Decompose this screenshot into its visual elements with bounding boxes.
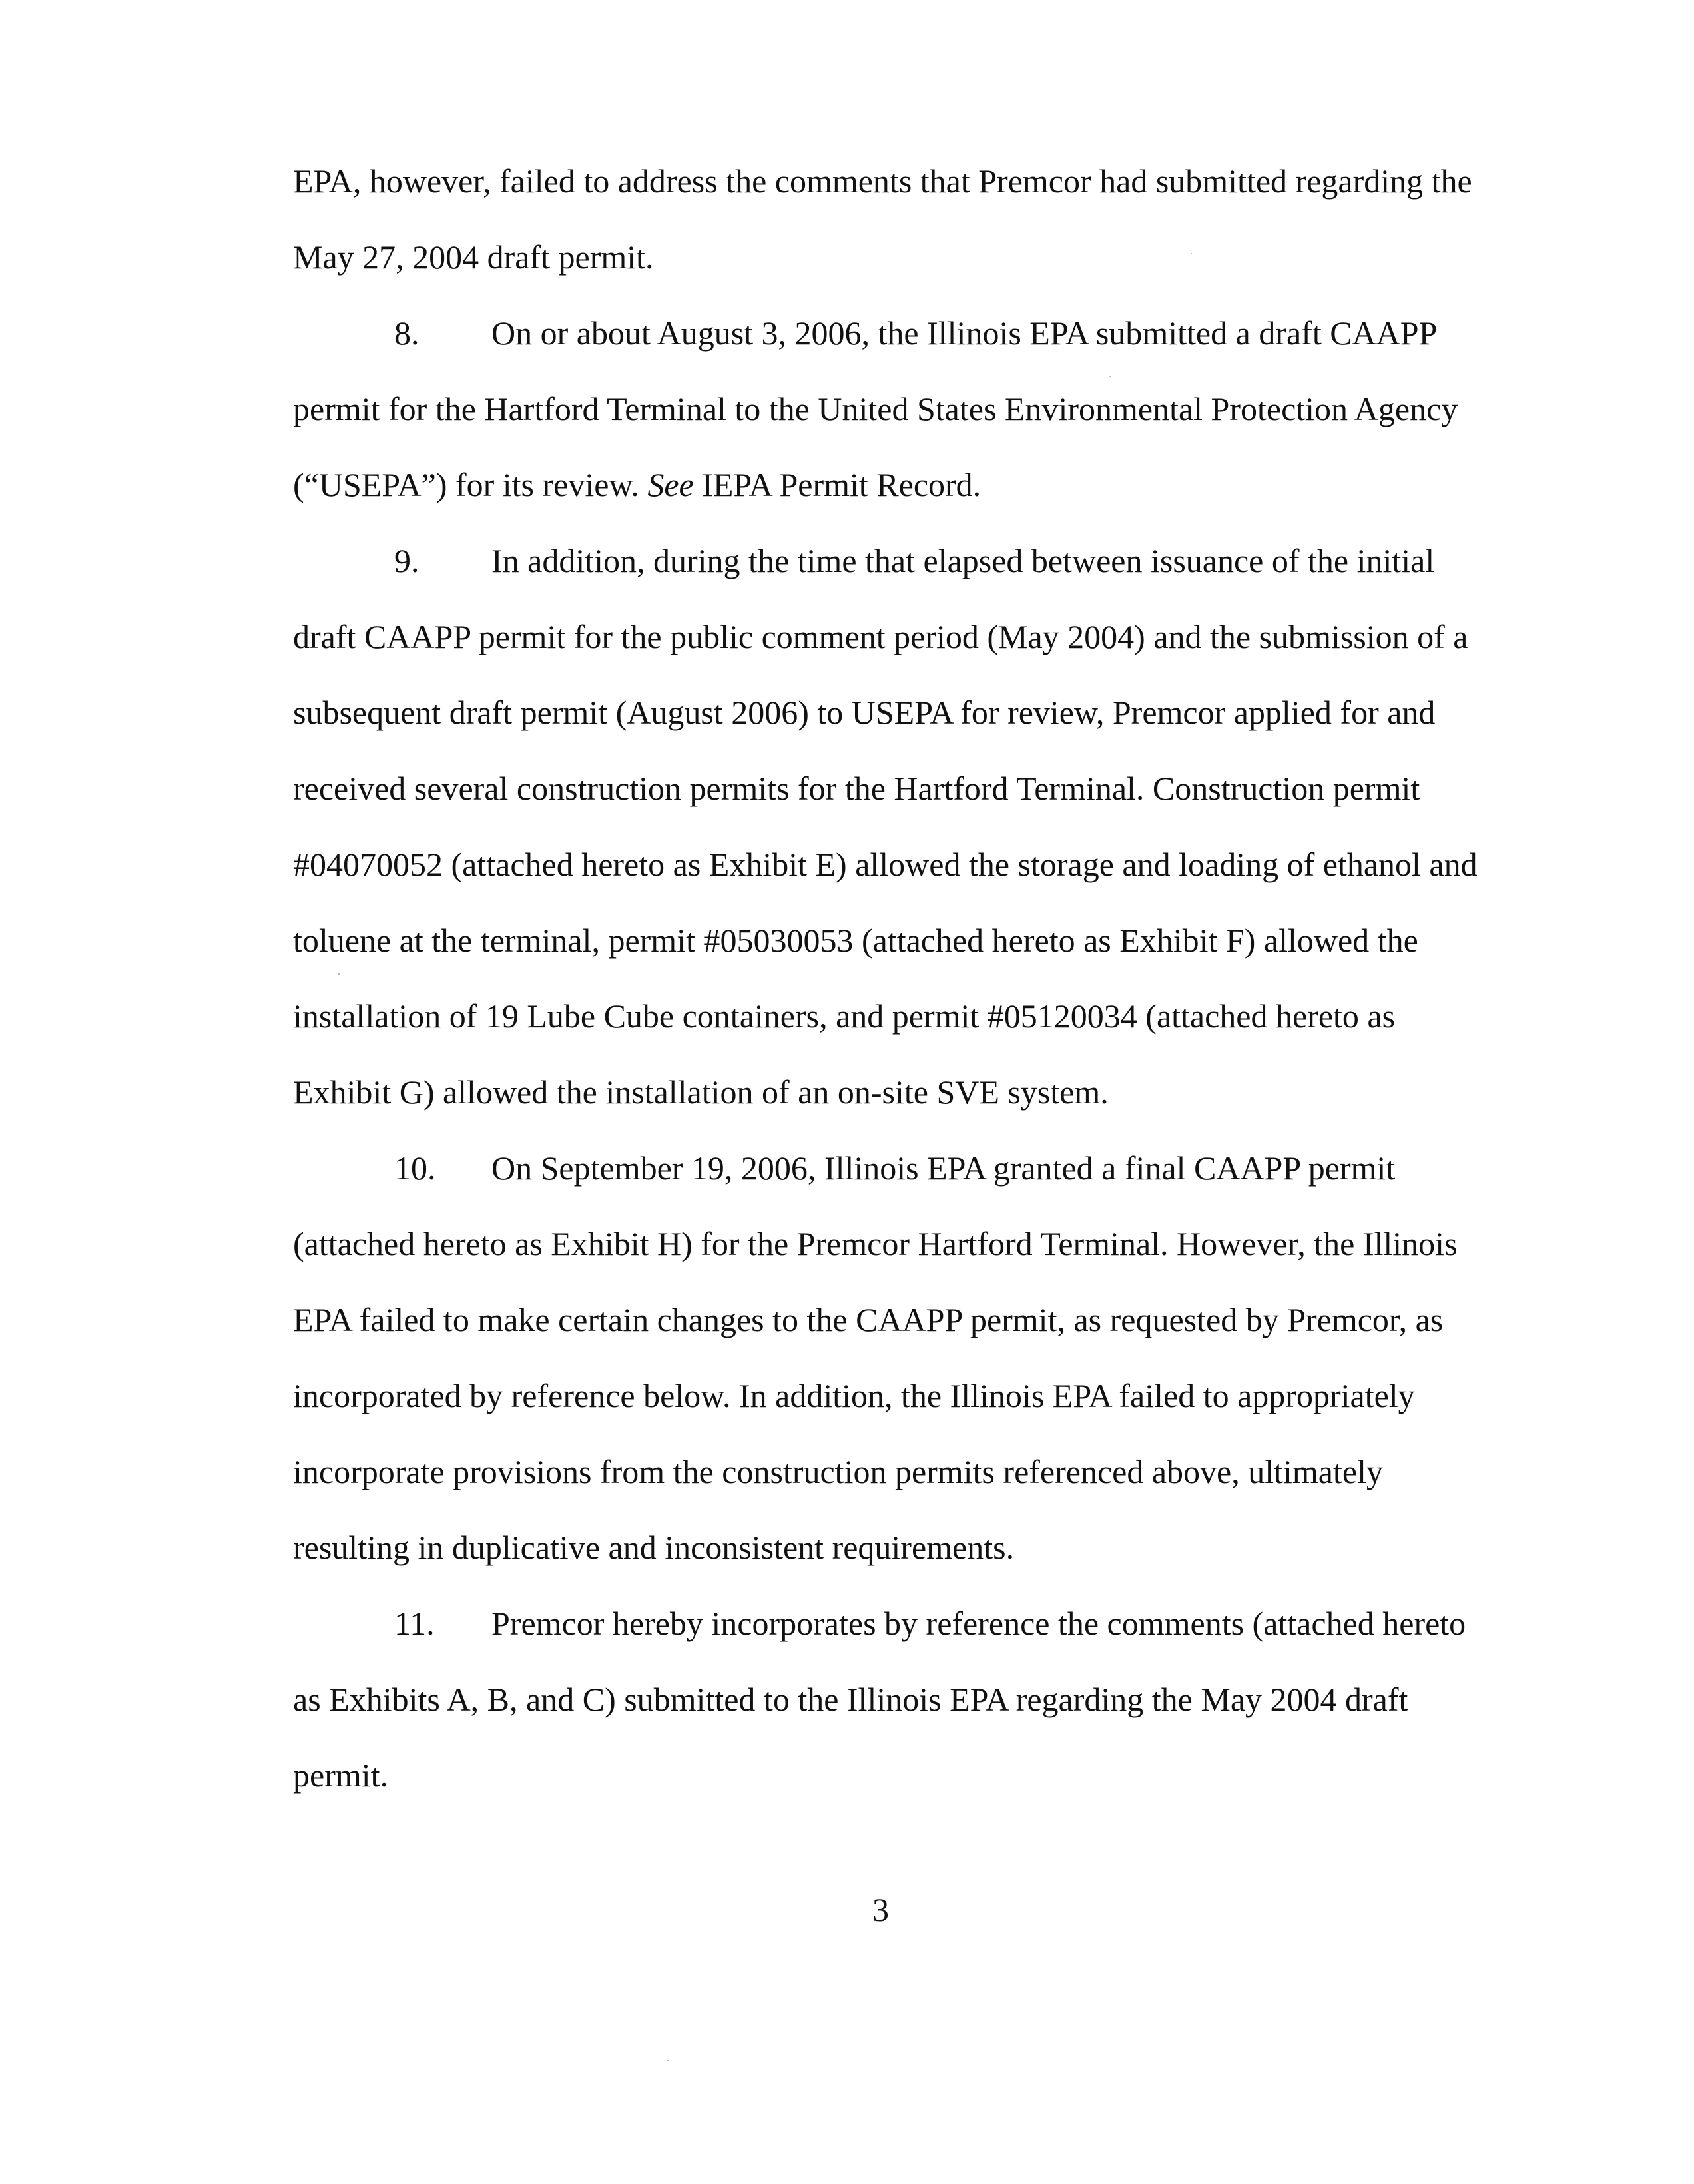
- text-line: EPA, however, failed to address the comments that Premcor had submitted regarding the: [293, 162, 1472, 200]
- scan-speck: [338, 973, 340, 975]
- text-line: permit for the Hartford Terminal to the United States Environmental Protection Agency: [293, 390, 1458, 427]
- paragraph-number: 10.: [394, 1149, 436, 1187]
- scan-speck: [667, 2060, 669, 2061]
- text-line: On or about August 3, 2006, the Illinois EPA submitted a draft CAAPP: [491, 314, 1438, 352]
- text-line: May 27, 2004 draft permit.: [293, 238, 654, 276]
- text-line: Premcor hereby incorporates by reference the comments (attached hereto: [491, 1605, 1466, 1642]
- scan-speck: [1109, 376, 1111, 377]
- page-number: 3: [872, 1891, 889, 1928]
- text-line: toluene at the terminal, permit #05030053 (attached hereto as Exhibit F) allowed the: [293, 922, 1418, 959]
- text-segment: IEPA Permit Record.: [693, 466, 982, 503]
- text-line: [293, 465, 981, 505]
- paragraph-number: 8.: [394, 314, 420, 352]
- text-line: subsequent draft permit (August 2006) to USEPA for review, Premcor applied for and: [293, 694, 1436, 731]
- text-line: installation of 19 Lube Cube containers, and permit #05120034 (attached hereto as: [293, 997, 1396, 1035]
- scan-speck: [1191, 253, 1192, 254]
- text-line: incorporate provisions from the construction permits referenced above, ultimately: [293, 1453, 1383, 1490]
- text-segment: (“USEPA”) for its review.: [293, 466, 648, 503]
- text-line: In addition, during the time that elapsed between issuance of the initial: [491, 542, 1435, 579]
- paragraph-number: 9.: [394, 542, 420, 579]
- text-line: #04070052 (attached hereto as Exhibit E) allowed the storage and loading of ethanol and: [293, 846, 1478, 883]
- text-line: incorporated by reference below. In addition, the Illinois EPA failed to appropriately: [293, 1377, 1415, 1414]
- text-line: permit.: [293, 1757, 389, 1794]
- text-line: resulting in duplicative and inconsistent requirements.: [293, 1529, 1015, 1566]
- paragraph-number: 11.: [394, 1605, 435, 1642]
- italic-citation: See: [647, 466, 694, 503]
- text-line: EPA failed to make certain changes to the CAAPP permit, as requested by Premcor, as: [293, 1301, 1444, 1338]
- text-line: Exhibit G) allowed the installation of an on-site SVE system.: [293, 1073, 1109, 1111]
- text-line: received several construction permits for the Hartford Terminal. Construction permit: [293, 770, 1420, 807]
- text-line: (attached hereto as Exhibit H) for the Premcor Hartford Terminal. However, the Illinois: [293, 1225, 1458, 1262]
- text-line: On September 19, 2006, Illinois EPA granted a final CAAPP permit: [491, 1149, 1396, 1187]
- text-line: draft CAAPP permit for the public comment period (May 2004) and the submission of a: [293, 618, 1468, 655]
- text-line: as Exhibits A, B, and C) submitted to the Illinois EPA regarding the May 2004 draft: [293, 1681, 1408, 1718]
